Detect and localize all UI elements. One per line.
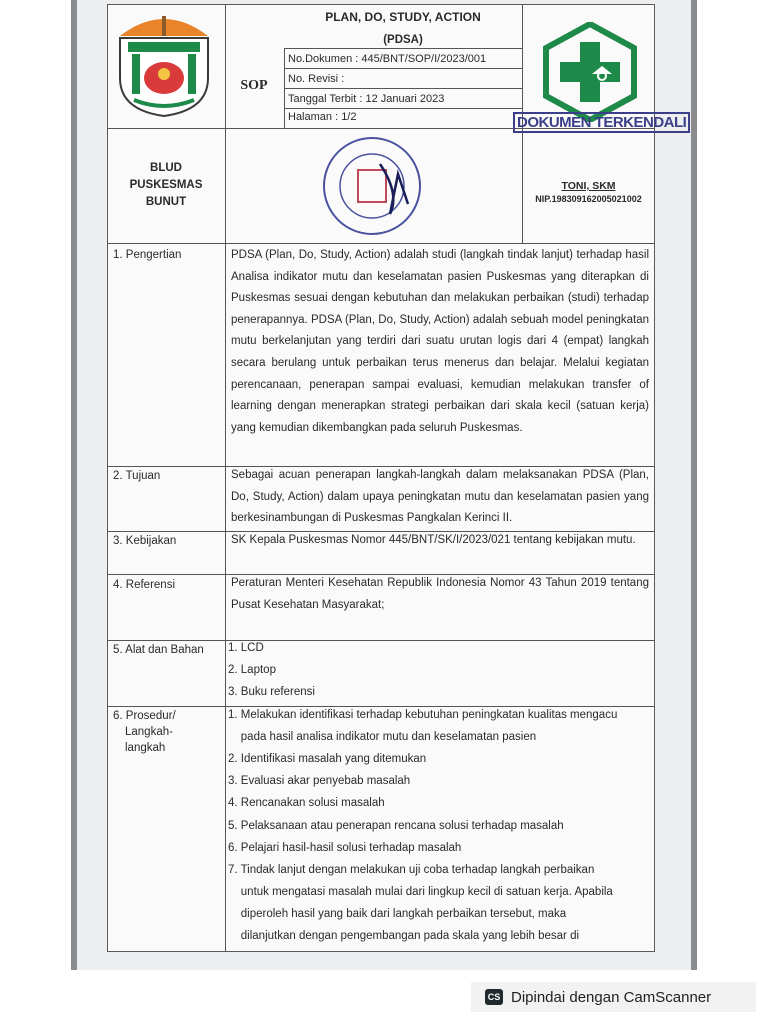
prosedur-line: pada hasil analisa indikator mutu dan keselamatan pasien (228, 731, 537, 743)
prosedur-line: dilanjutkan dengan pengembangan pada skala yang lebih besar di (228, 930, 580, 942)
prosedur-label-line: langkah (125, 742, 166, 754)
divider (284, 48, 285, 128)
divider (284, 48, 522, 49)
pengertian-paragraph: PDSA (Plan, Do, Study, Action) adalah studi (langkah tindak lanjut) terhadap hasil Analisa indikator mutu dan keselamatan pasien Puskesmas yang diterapkan di Puskesmas sesuai dengan kebutuhan dan melakukan perbaikan (studi) terhadap penerapannya. PDSA (Plan, Do, Study, Action) adalah sebuah model peningkatan mutu berkelanjutan yang terdiri dari suatu urutan logis dari 4 (empat) langkah secara berulang untuk perbaikan terus menerus dan belajar. Melalui kegiatan perencanaan, penerapan sampai evaluasi, kemudian melakukan transfer of learning dengan menerapkan strategi perbaikan dari skala kecil (satuan kerja) yang kemudian dikembangkan pada seluruh Puskesmas. (231, 249, 649, 434)
divider (284, 68, 522, 69)
regency-logo (114, 8, 214, 120)
section-text-pengertian (231, 245, 649, 439)
prosedur-line: 1. Melakukan identifikasi terhadap kebutuhan peningkatan kualitas mengacu (228, 709, 618, 721)
prosedur-line: 2. Identifikasi masalah yang ditemukan (228, 753, 427, 765)
section-text-kebijakan (231, 530, 649, 552)
divider (225, 4, 226, 952)
camscanner-text: Dipindai dengan CamScanner (511, 988, 712, 1006)
organization-name (107, 160, 225, 211)
no-revisi: No. Revisi : (288, 73, 345, 85)
section-label-pengertian: 1. Pengertian (113, 249, 182, 261)
controlled-document-stamp: DOKUMEN TERKENDALI (513, 112, 690, 133)
camscanner-banner (471, 982, 756, 1012)
section-text-referensi (231, 573, 649, 616)
official-seal (320, 134, 424, 238)
document-subtitle: (PDSA) (383, 34, 423, 46)
puskesmas-logo (542, 22, 638, 122)
prosedur-line: diperoleh hasil yang baik dari langkah perbaikan tersebut, maka (228, 908, 567, 920)
no-dokumen: No.Dokumen : 445/BNT/SOP/I/2023/001 (288, 53, 487, 65)
prosedur-line: untuk mengatasi masalah mulai dari lingkup kecil di satuan kerja. Apabila (228, 886, 613, 898)
signatory-name: TONI, SKM (561, 180, 616, 192)
scan-edge-left (71, 0, 77, 970)
alat-item: 1. LCD (228, 642, 264, 654)
divider (107, 243, 655, 244)
scan-edge-right (691, 0, 697, 970)
alat-item: 2. Laptop (228, 664, 276, 676)
section-text-tujuan (231, 465, 649, 530)
section-label-kebijakan: 3. Kebijakan (113, 535, 177, 547)
divider (107, 640, 655, 641)
kebijakan-paragraph: SK Kepala Puskesmas Nomor 445/BNT/SK/I/2023/021 tentang kebijakan mutu. (231, 534, 636, 546)
org-line: BUNUT (145, 196, 187, 208)
prosedur-label-line: Langkah- (125, 726, 173, 738)
prosedur-line: 7. Tindak lanjut dengan melakukan uji coba terhadap langkah perbaikan (228, 864, 595, 876)
section-label-tujuan: 2. Tujuan (113, 470, 161, 482)
divider (284, 88, 522, 89)
prosedur-line: 6. Pelajari hasil-hasil solusi terhadap masalah (228, 842, 462, 854)
alat-item: 3. Buku referensi (228, 686, 315, 698)
section-label-prosedur (113, 708, 176, 756)
section-label-referensi: 4. Referensi (113, 579, 176, 591)
referensi-paragraph: Peraturan Menteri Kesehatan Republik Indonesia Nomor 43 Tahun 2019 tentang Pusat Kesehatan Masyarakat; (231, 577, 649, 611)
org-line: PUSKESMAS (129, 179, 203, 191)
tanggal-terbit: Tanggal Terbit : 12 Januari 2023 (288, 93, 445, 105)
halaman: Halaman : 1/2 (288, 111, 357, 123)
camscanner-icon: CS (485, 989, 503, 1005)
prosedur-line: 4. Rencanakan solusi masalah (228, 797, 385, 809)
prosedur-label-line: 6. Prosedur/ (113, 710, 176, 722)
prosedur-line: 3. Evaluasi akar penyebab masalah (228, 775, 411, 787)
section-label-alat: 5. Alat dan Bahan (113, 644, 204, 656)
prosedur-line: 5. Pelaksanaan atau penerapan rencana solusi terhadap masalah (228, 820, 564, 832)
org-line: BLUD (150, 162, 182, 174)
sop-label: SOP (240, 78, 268, 93)
tujuan-paragraph: Sebagai acuan penerapan langkah-langkah dalam melaksanakan PDSA (Plan, Do, Study, Action) dalam upaya peningkatan mutu dan keselamatan pasien yang berkesinambungan di Puskesmas Pangkalan Kerinci II. (231, 469, 649, 525)
document-title: PLAN, DO, STUDY, ACTION (325, 10, 481, 24)
signatory-nip: NIP.198309162005021002 (535, 194, 642, 204)
